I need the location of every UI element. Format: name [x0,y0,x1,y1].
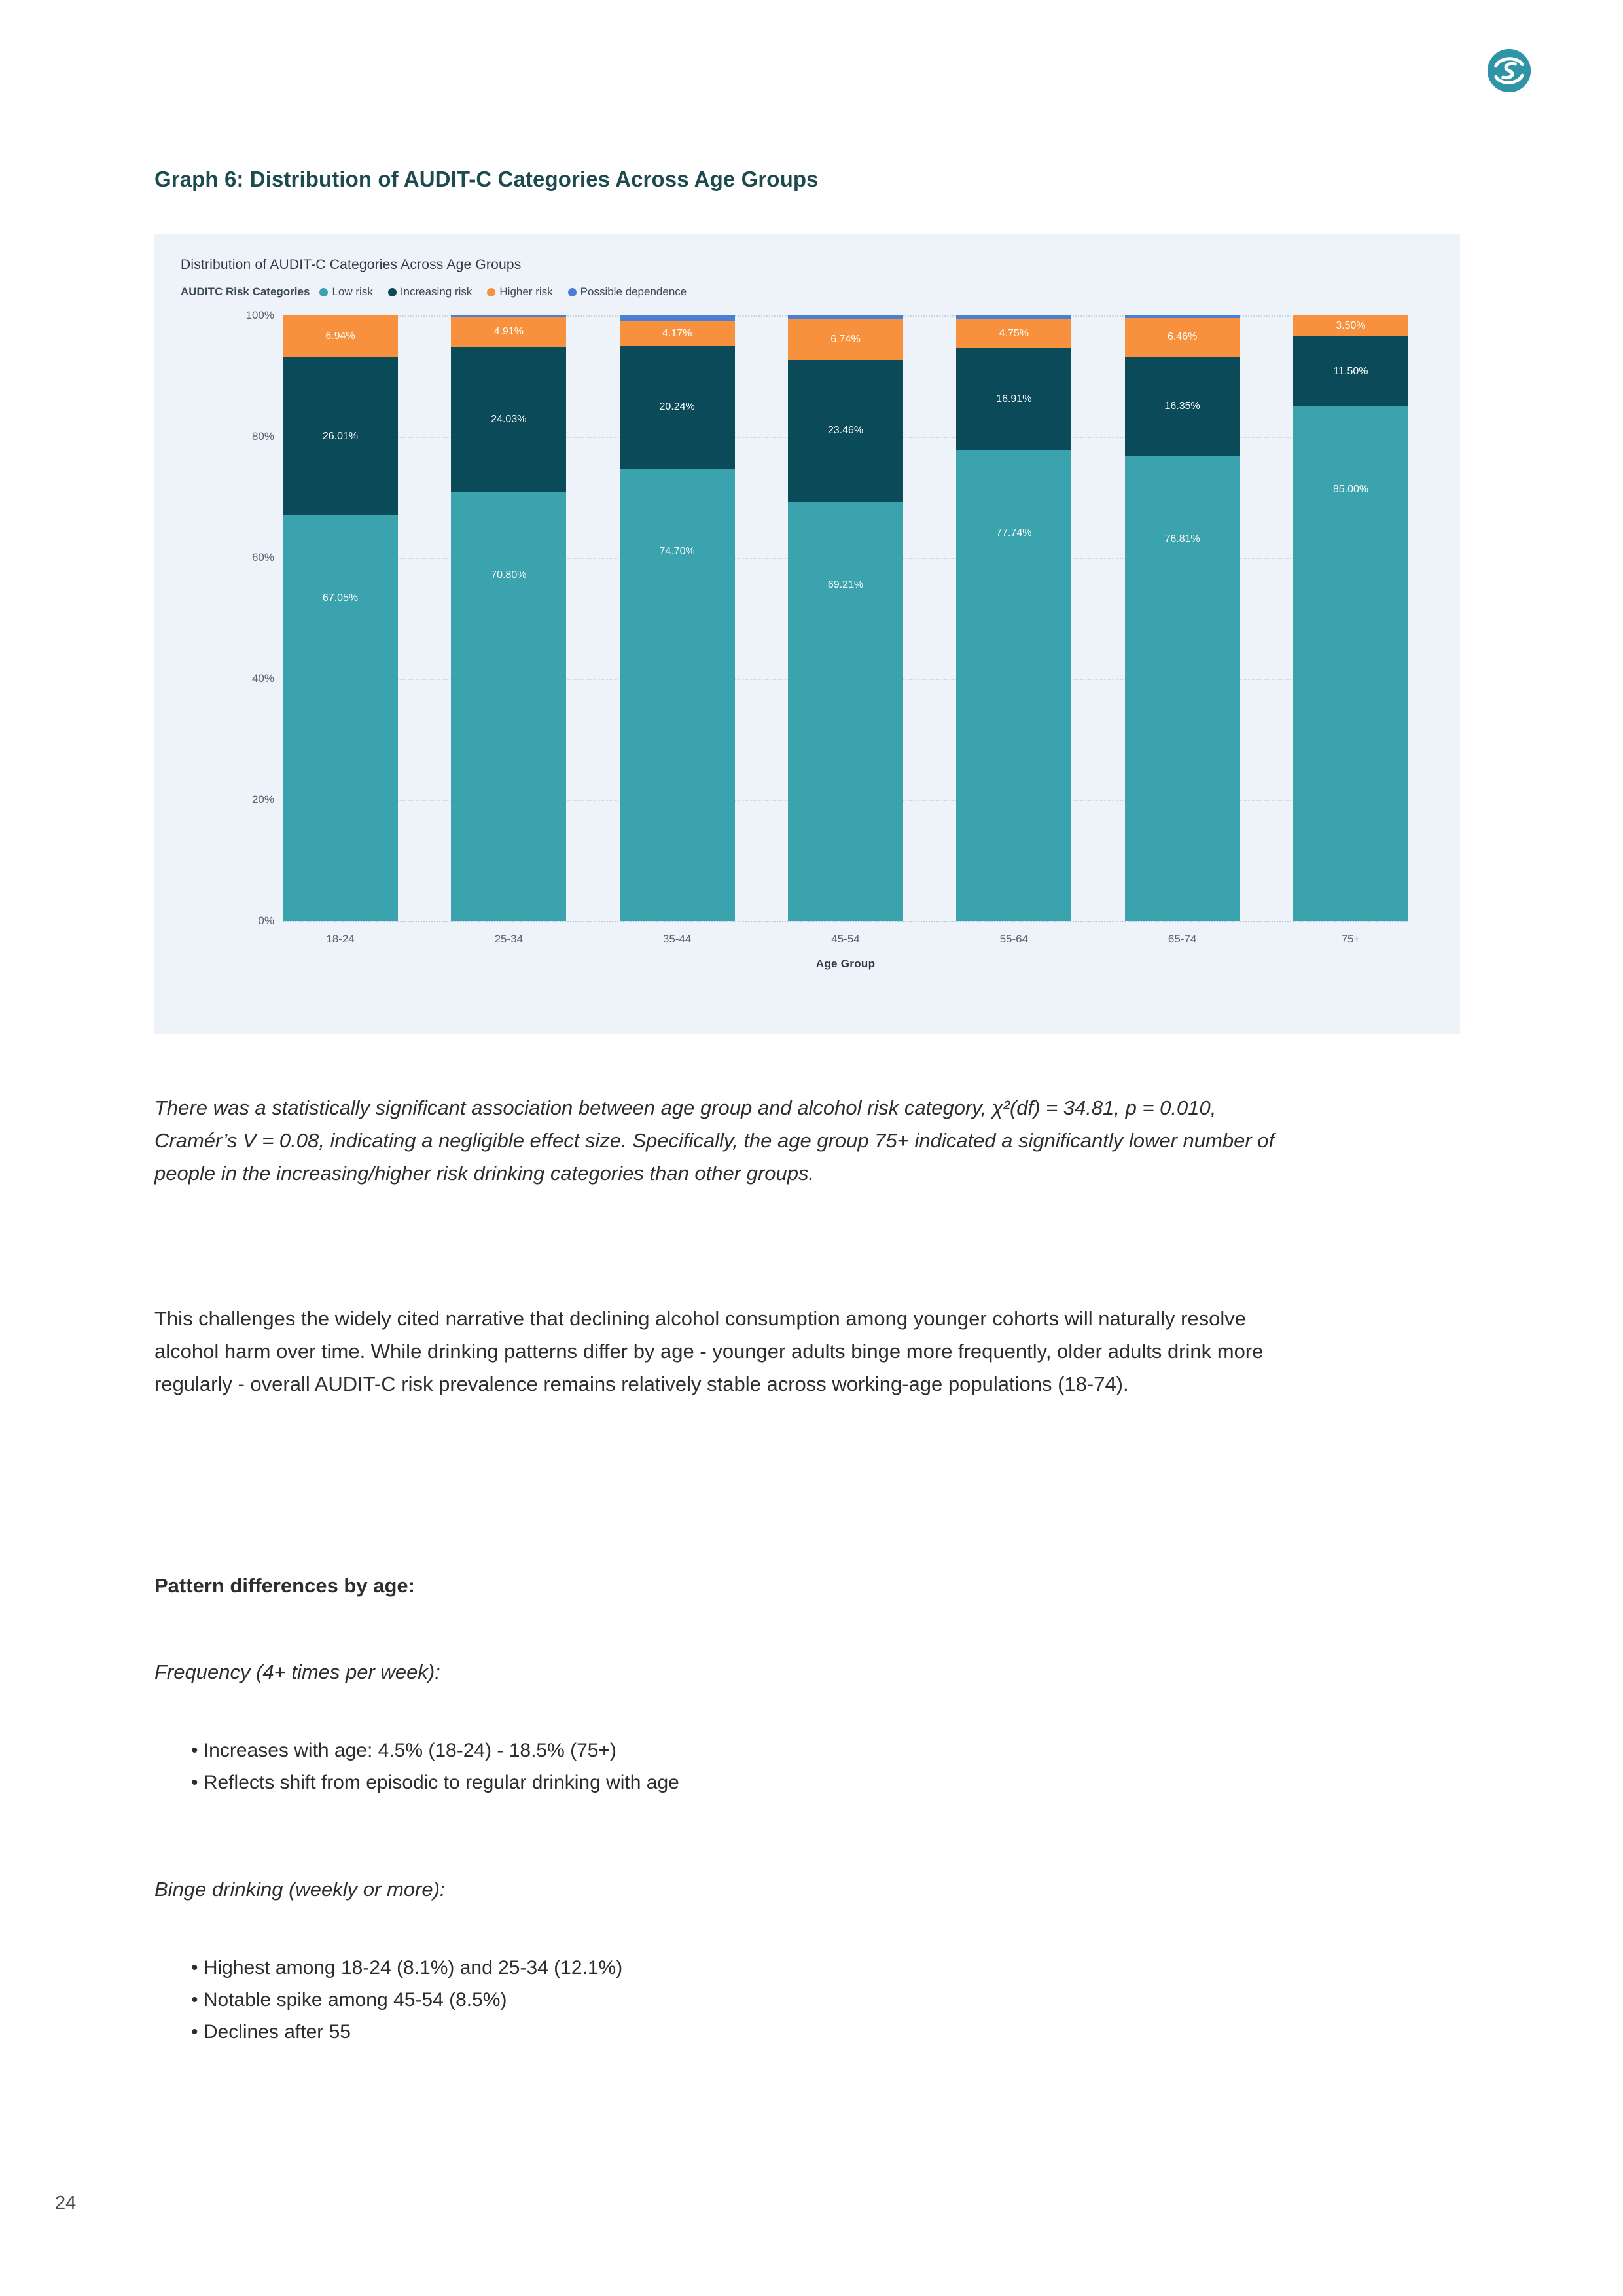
bar-stack-45-54[interactable] [788,315,903,921]
bar-segment-increasing-risk[interactable] [283,357,398,515]
list-item: • Declines after 55 [191,2021,351,2043]
legend-label-higher-risk: Higher risk [499,285,553,298]
bar-segment-increasing-risk[interactable] [620,346,735,469]
brand-logo [1486,47,1533,94]
bar-value-label: 67.05% [322,592,359,603]
bar-value-label: 4.91% [493,326,524,338]
bar-stack-18-24[interactable] [283,315,398,921]
bar-segment-higher-risk[interactable] [451,317,566,346]
page-number: 24 [55,2193,77,2214]
bar-segment-higher-risk[interactable] [620,321,735,346]
bar-value-label: 74.70% [659,546,695,558]
bar-value-label: 6.74% [830,333,861,345]
bar-group [283,315,1408,921]
bar-segment-possible-dependence[interactable] [620,315,735,321]
plot-area [245,309,1408,970]
x-axis-tick: 65-74 [1168,933,1197,945]
bar-segment-increasing-risk[interactable] [451,347,566,492]
bar-stack-55-64[interactable] [956,315,1071,921]
bar-value-label: 11.50% [1333,365,1368,377]
x-axis-label: Age Group [815,958,876,970]
list-item: • Reflects shift from episodic to regular drinking with age [191,1772,679,1794]
bar-segment-low-risk[interactable] [1293,406,1408,921]
legend-swatch-possible-dependence [568,288,577,296]
bar-value-label: 70.80% [491,569,527,581]
bar-segment-higher-risk[interactable] [956,319,1071,348]
bar-value-label: 16.91% [996,393,1032,404]
x-axis-line [283,921,1408,922]
x-axis-tick: 18-24 [326,933,355,945]
x-axis-tick: 45-54 [831,933,860,945]
bar-segment-increasing-risk[interactable] [1125,357,1240,456]
bar-stack-75+[interactable] [1293,315,1408,921]
chart-title: Distribution of AUDIT-C Categories Across Age Groups [181,257,522,272]
bar-segment-low-risk[interactable] [956,450,1071,921]
legend-item-higher-risk[interactable] [487,285,552,298]
bullet-list-frequency [191,1734,1291,1799]
bar-value-label: 69.21% [827,579,864,590]
subheading-frequency: Frequency (4+ times per week): [154,1660,440,1683]
legend-label-increasing-risk: Increasing risk [400,285,473,298]
bullet-list-binge [191,1952,1291,2049]
bar-stack-35-44[interactable] [620,315,735,921]
list-item: • Increases with age: 4.5% (18-24) - 18.5% (75+) [191,1740,616,1761]
page-title: Graph 6: Distribution of AUDIT-C Categories Across Age Groups [154,167,819,191]
bar-value-label: 76.81% [1164,533,1200,545]
bar-value-label: 16.35% [1164,400,1200,412]
subheading-pattern-differences: Pattern differences by age: [154,1574,415,1597]
bar-segment-higher-risk[interactable] [1125,318,1240,357]
legend-swatch-low-risk [319,288,328,296]
chart-legend [181,285,696,298]
list-item: • Notable spike among 45-54 (8.5%) [191,1989,507,2011]
bar-value-label: 6.94% [325,331,355,342]
legend-label-low-risk: Low risk [332,285,373,298]
bar-value-label: 4.17% [662,327,692,339]
legend-item-possible-dependence[interactable] [568,285,687,298]
x-axis-tick: 25-34 [494,933,524,945]
bar-stack-25-34[interactable] [451,315,566,921]
bar-value-label: 23.46% [827,425,864,437]
x-axis-tick: 55-64 [999,933,1029,945]
bar-stack-65-74[interactable] [1125,315,1240,921]
legend-title: AUDITC Risk Categories [181,285,310,298]
x-axis-tick: 35-44 [662,933,692,945]
legend-label-possible-dependence: Possible dependence [580,285,687,298]
bar-value-label: 85.00% [1332,483,1369,495]
chart-panel [154,234,1460,1034]
bar-segment-low-risk[interactable] [451,492,566,921]
x-axis-tick: 75+ [1341,933,1361,945]
legend-swatch-increasing-risk [388,288,397,296]
y-axis-tick: 20% [251,793,274,806]
bar-segment-increasing-risk[interactable] [956,348,1071,450]
legend-item-low-risk[interactable] [319,285,372,298]
bar-segment-low-risk[interactable] [788,502,903,921]
bar-segment-increasing-risk[interactable] [1293,336,1408,406]
bar-segment-increasing-risk[interactable] [788,360,903,502]
bar-value-label: 24.03% [491,413,527,425]
legend-item-increasing-risk[interactable] [388,285,473,298]
bar-value-label: 20.24% [659,401,695,413]
bar-segment-low-risk[interactable] [620,469,735,921]
bar-value-label: 6.46% [1167,331,1198,343]
bar-value-label: 3.50% [1336,320,1366,332]
paragraph-narrative: This challenges the widely cited narrative that declining alcohol consumption among younger cohorts will naturally resolve alcohol harm over time. While drinking patterns differ by age - younger adults binge more frequently, older adults drink more regularly - overall AUDIT-C risk prevalence remains relatively stable across working-age populations (18-74). [154,1307,1264,1396]
bar-value-label: 26.01% [322,430,359,442]
bar-segment-higher-risk[interactable] [788,319,903,359]
list-item: • Highest among 18-24 (8.1%) and 25-34 (12.1%) [191,1957,623,1979]
y-axis-tick: 60% [251,551,274,564]
bar-segment-higher-risk[interactable] [283,315,398,357]
legend-swatch-higher-risk [487,288,495,296]
y-axis-tick: 0% [258,914,274,927]
bar-value-label: 4.75% [999,327,1029,339]
subheading-binge: Binge drinking (weekly or more): [154,1878,446,1901]
paragraph-statistics: There was a statistically significant association between age group and alcohol risk category, χ²(df) = 34.81, p = 0.010, Cramér’s V = 0.08, indicating a negligible effect size. Specifically, the age group 75+ indicated a significantly lower number of people in the increasing/higher risk drinking categories than other groups. [154,1096,1275,1185]
bar-segment-low-risk[interactable] [1125,456,1240,921]
y-axis-tick: 40% [251,672,274,685]
bar-segment-higher-risk[interactable] [1293,315,1408,336]
bar-value-label: 77.74% [996,527,1032,539]
y-axis-tick: 100% [245,309,274,321]
y-axis-tick: 80% [251,430,274,442]
bar-segment-low-risk[interactable] [283,515,398,921]
